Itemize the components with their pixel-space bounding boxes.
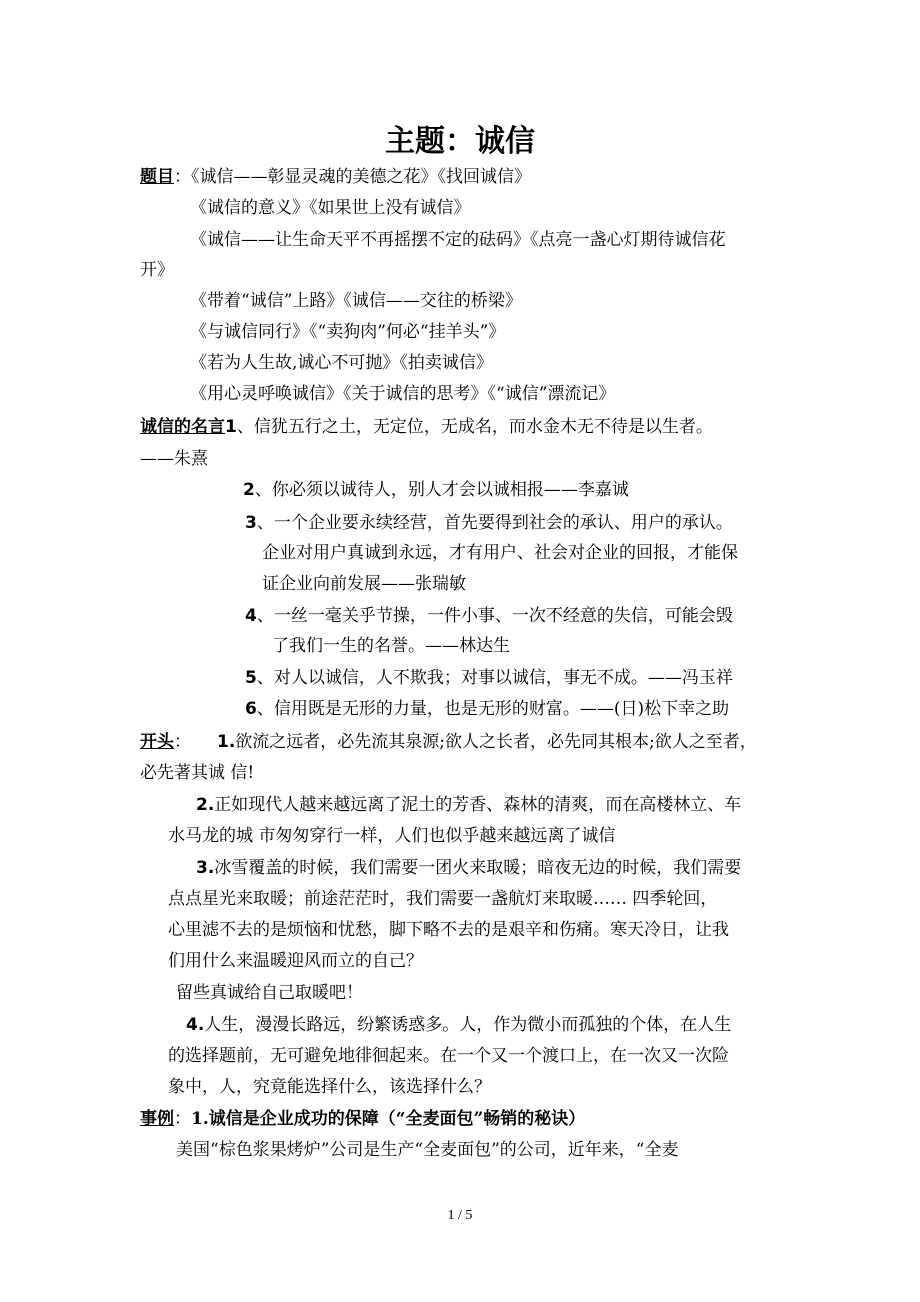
example-heading-line: [140, 1108, 585, 1130]
quote-4-text: 、一丝一毫关乎节操，一件小事、一次不经意的失信，可能会毁: [256, 606, 733, 626]
quote-6-text: 、信用既是无形的力量，也是无形的财富。——(日)松下幸之助: [256, 699, 730, 719]
opening-1-line-1: [140, 731, 757, 753]
quote-1-number: 1: [225, 417, 237, 437]
opening-4-text: 人生，漫漫长路远，纷繁诱惑多。人，作为微小而孤独的个体，在人生: [204, 1015, 732, 1035]
quote-6-number: 6: [245, 699, 257, 719]
opening-4-number: 4.: [186, 1015, 205, 1035]
opening-3-line-3: 心里滤不去的是烦恼和忧愁，脚下略不去的是艰辛和伤痛。寒天冷日，让我: [168, 920, 729, 940]
example-1-heading: 1.诚信是企业成功的保障（“全麦面包”畅销的秘诀）: [191, 1109, 586, 1129]
opening-2-text: 正如现代人越来越远离了泥土的芳香、森林的清爽，而在高楼林立、车: [214, 795, 742, 815]
quote-5-text: 、对人以诚信，人不欺我；对事以诚信，事无不成。——冯玉祥: [256, 668, 733, 688]
topics-text: 《诚信——彰显灵魂的美德之花》《找回诚信》: [191, 167, 531, 187]
opening-3-line-2: 点点星光来取暖；前途茫茫时，我们需要一盏航灯来取暖…… 四季轮回，: [168, 889, 718, 909]
quote-4-number: 4: [245, 606, 257, 626]
opening-4-line-1: [186, 1014, 731, 1036]
opening-2-line-2: 水马龙的城 市匆匆穿行一样，人们也似乎越来越远离了诚信: [168, 826, 616, 846]
topics-line-7: 《若为人生故,诚心不可抛》《拍卖诚信》: [190, 353, 493, 373]
examples-colon: ：: [174, 1109, 191, 1129]
quote-6-line-1: [245, 698, 729, 720]
opening-4-line-2: 的选择题前，无可避免地徘徊起来。在一个又一个渡口上，在一次又一次险: [168, 1046, 729, 1066]
topics-label: 题目: [140, 167, 174, 187]
topics-colon: ：: [174, 167, 191, 187]
quote-2-number: 2: [243, 480, 255, 500]
quote-1-line-1: [140, 416, 713, 438]
quote-3-text: 、一个企业要永续经营，首先要得到社会的承认、用户的承认。: [256, 513, 733, 533]
topics-line-4: 开》: [140, 260, 174, 280]
quote-5-number: 5: [245, 668, 257, 688]
opening-1-text: 欲流之远者，必先流其泉源;欲人之长者，必先同其根本;欲人之至者，: [235, 732, 757, 752]
opening-1-line-2: 必先著其诚 信!: [140, 763, 255, 783]
quote-3-line-3: 证企业向前发展——张瑞敏: [262, 574, 466, 594]
topics-line-3: 《诚信——让生命天平不再摇摆不定的砝码》《点亮一盏心灯期待诚信花: [190, 230, 726, 250]
quote-1-line-2: ——朱熹: [140, 449, 208, 469]
opening-1-number: 1.: [217, 732, 236, 752]
quote-2-text: 、你必须以诚待人，别人才会以诚相报——李嘉诚: [254, 480, 629, 500]
quote-3-line-2: 企业对用户真诚到永远，才有用户、社会对企业的回报，才能保: [262, 543, 738, 563]
example-1-line-1: 美国“棕色浆果烤炉”公司是生产“全麦面包”的公司，近年来，“全麦: [176, 1140, 679, 1160]
opening-3-line-1: [196, 857, 741, 879]
opening-3-text: 冰雪覆盖的时候，我们需要一团火来取暖；暗夜无边的时候，我们需要: [214, 858, 742, 878]
opening-4-line-3: 象中，人，究竟能选择什么，该选择什么？: [168, 1077, 491, 1097]
quote-1-text: 、信犹五行之土，无定位，无成名，而水金木无不待是以生者。: [236, 417, 713, 437]
quote-5-line-1: [245, 667, 733, 689]
topics-line-1: [140, 166, 531, 188]
quotes-label: 诚信的名言: [140, 417, 225, 437]
topics-line-2: 《诚信的意义》《如果世上没有诚信》: [190, 198, 471, 218]
openings-colon: ：: [174, 732, 191, 752]
page-title: 主题：诚信: [385, 124, 535, 159]
opening-3-line-4: 们用什么来温暖迎风而立的自己？: [168, 951, 423, 971]
quote-2-line-1: [243, 479, 629, 501]
quote-3-number: 3: [245, 513, 257, 533]
examples-label: 事例: [140, 1109, 174, 1129]
topics-line-8: 《用心灵呼唤诚信》《关于诚信的思考》《“诚信”漂流记》: [190, 384, 616, 404]
quote-3-line-1: [245, 512, 733, 534]
opening-2-number: 2.: [196, 795, 215, 815]
topics-line-5: 《带着“诚信”上路》《诚信——交往的桥梁》: [190, 291, 522, 311]
opening-2-line-1: [196, 794, 741, 816]
quote-4-line-1: [245, 605, 733, 627]
quote-4-line-2: 了我们一生的名誉。——林达生: [272, 636, 510, 656]
openings-label: 开头: [140, 732, 174, 752]
page-number: 1 / 5: [447, 1208, 473, 1223]
opening-3-number: 3.: [196, 858, 215, 878]
topics-line-6: 《与诚信同行》《“卖狗肉”何必“挂羊头”》: [190, 322, 506, 342]
opening-3-line-5: 留些真诚给自己取暖吧！: [176, 983, 363, 1003]
